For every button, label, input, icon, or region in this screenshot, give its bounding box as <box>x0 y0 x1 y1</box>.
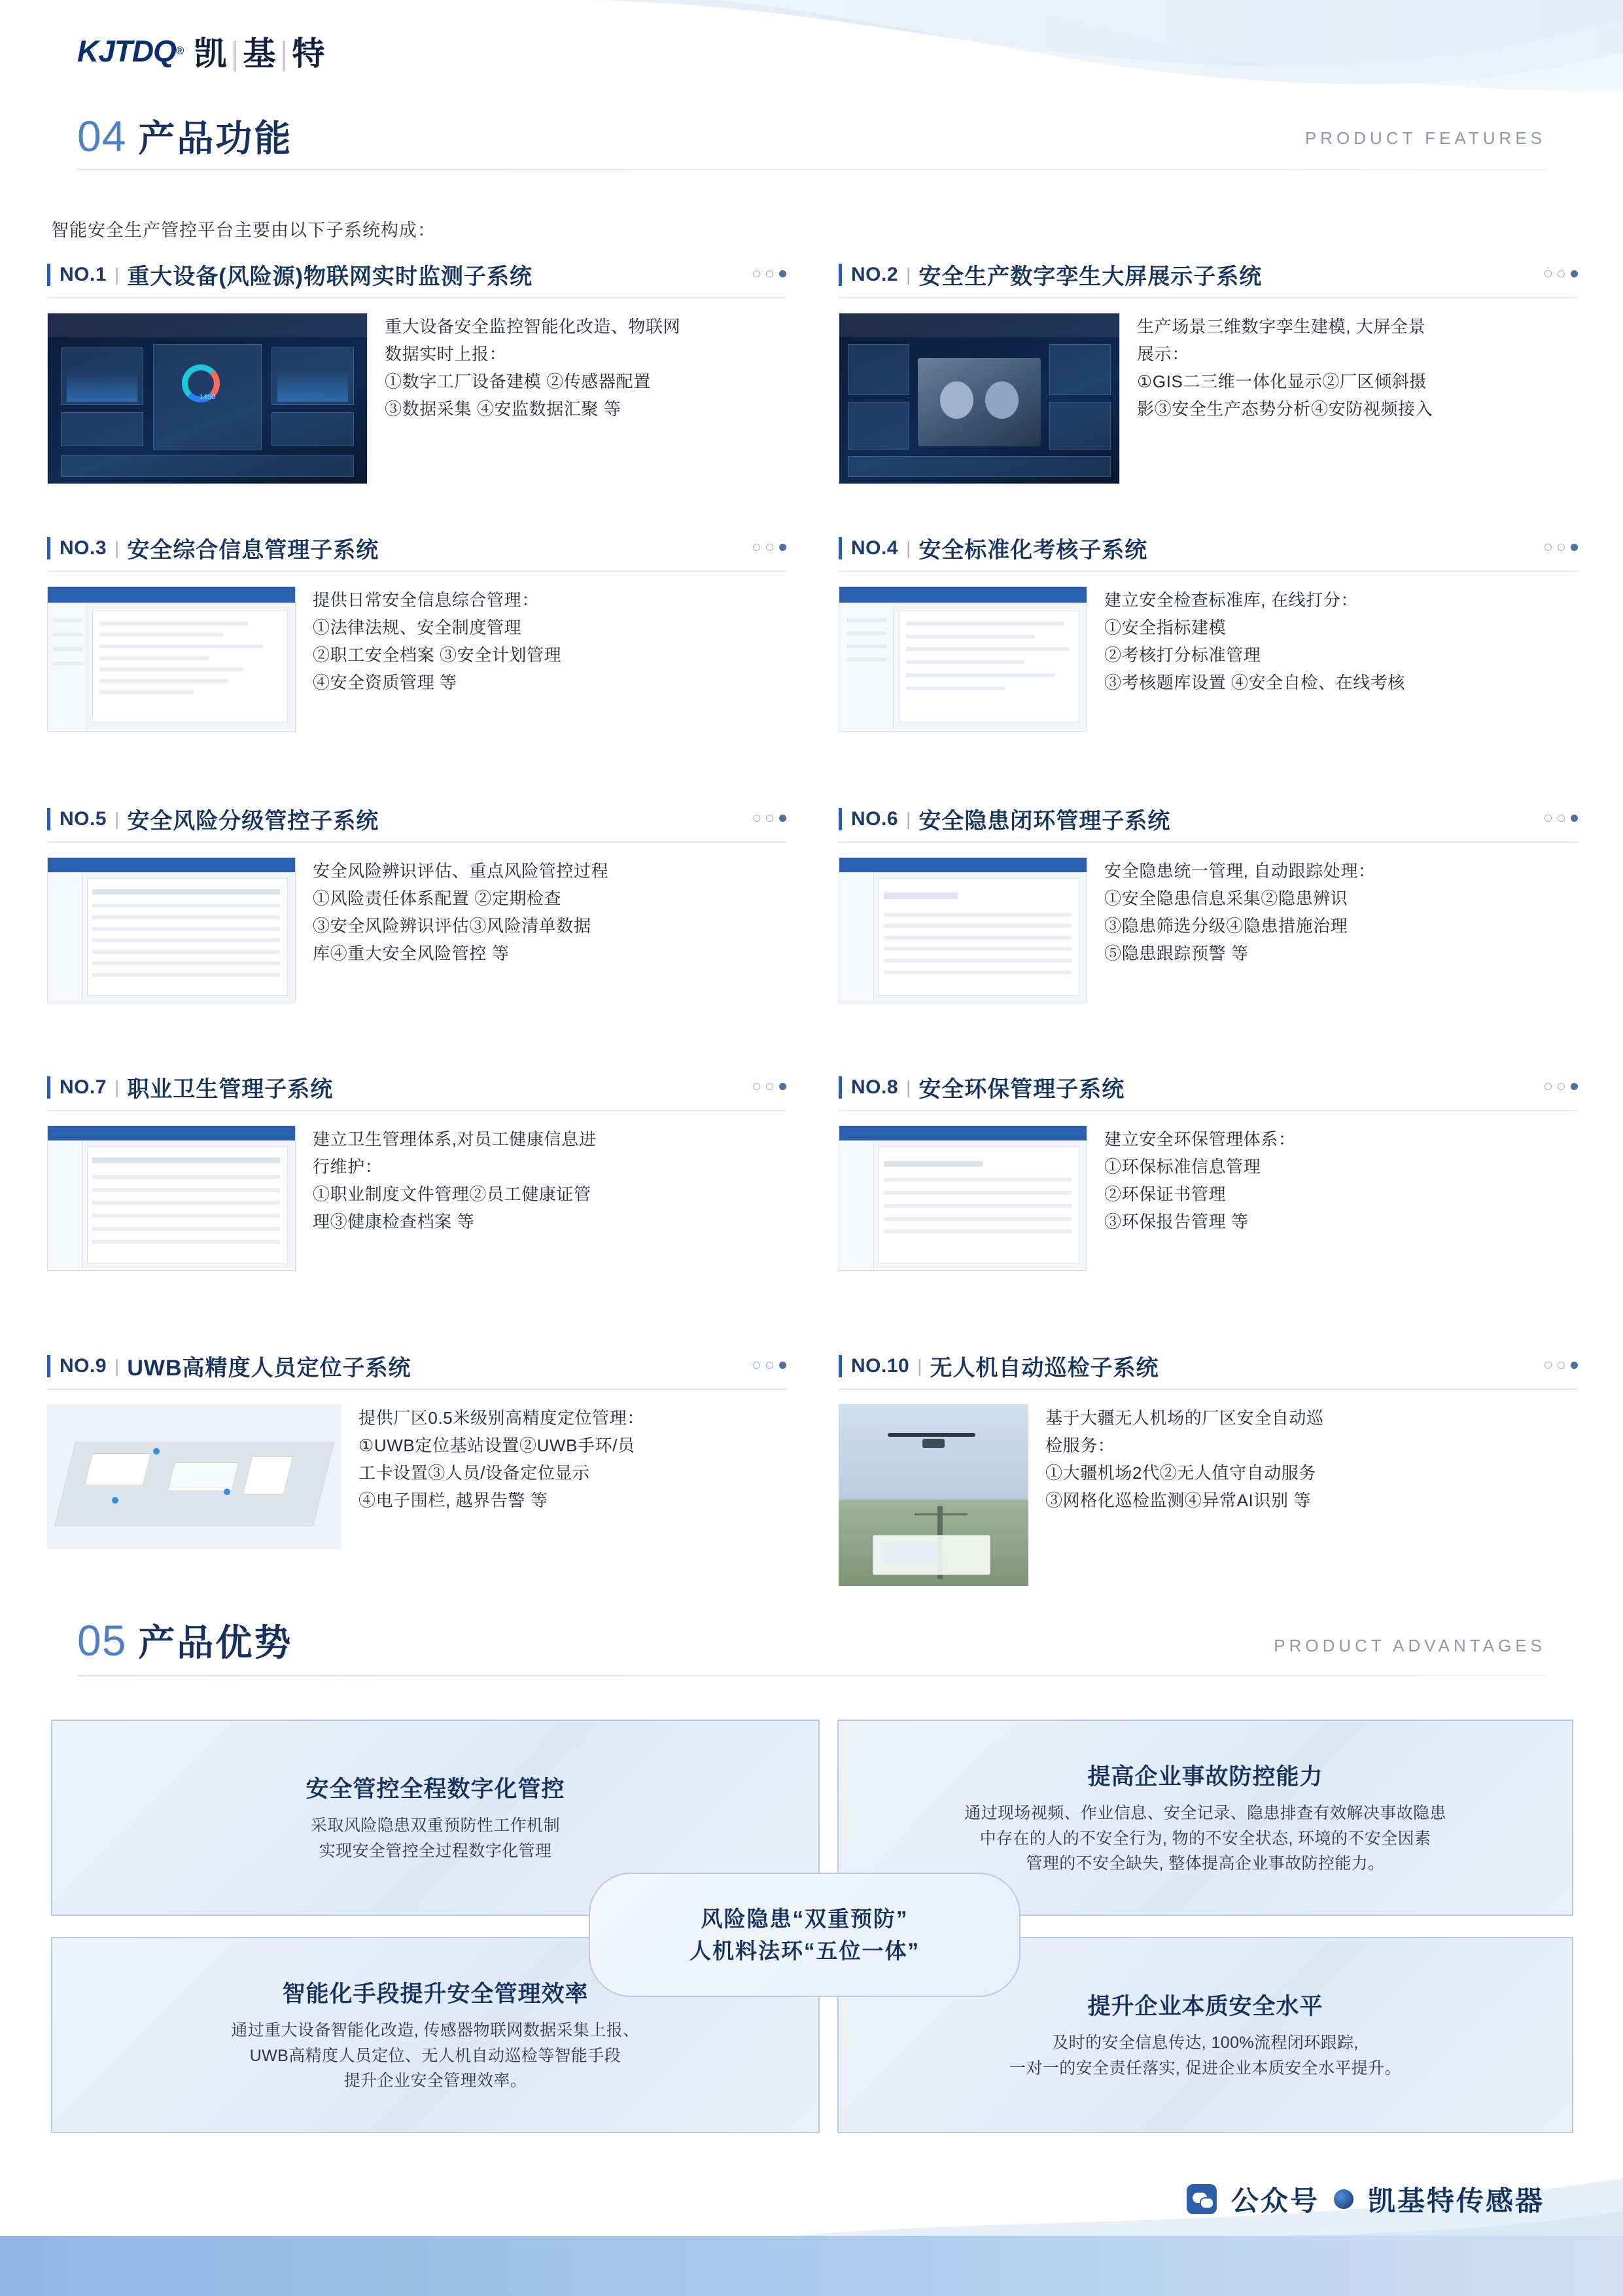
logo-latin: KJTDQ ® <box>77 34 184 68</box>
card-dots <box>1544 1362 1578 1370</box>
accent-bar <box>839 808 842 830</box>
section-features-title <box>77 110 292 162</box>
card-body <box>839 586 1578 732</box>
dot-icon <box>1558 1083 1565 1090</box>
card-number: NO.3 <box>60 537 107 559</box>
dot-icon-active <box>779 1083 786 1090</box>
card-title: 无人机自动巡检子系统 <box>930 1356 1159 1381</box>
advantage-title: 提升企业本质安全水平 <box>1087 1994 1323 2020</box>
advantage-desc: 及时的安全信息传达, 100%流程闭环跟踪, 一对一的安全责任落实, 促进企业本质安全水平提升。 <box>1009 2034 1401 2077</box>
card-number: NO.9 <box>60 1354 107 1377</box>
dot-icon <box>1558 544 1565 551</box>
card-header: NO.10 | 无人机自动巡检子系统 <box>839 1350 1578 1390</box>
card-thumbnail <box>839 586 1087 732</box>
accent-bar <box>47 264 50 286</box>
card-thumbnail: 1490 <box>47 313 368 484</box>
card-number: NO.7 <box>60 1076 107 1098</box>
wechat-icon <box>1187 2184 1217 2214</box>
card-number: NO.5 <box>60 807 107 830</box>
card-body <box>47 586 786 732</box>
section-divider <box>77 1675 1546 1676</box>
card-dots <box>1544 815 1578 823</box>
card-title: 重大设备(风险源)物联网实时监测子系统 <box>127 264 532 289</box>
dot-icon-active <box>779 544 786 551</box>
dot-icon <box>1558 1362 1565 1369</box>
section-title-text: 产品优势 <box>138 1622 293 1663</box>
dot-icon <box>1544 1362 1552 1369</box>
card-title: 安全生产数字孪生大屏展示子系统 <box>918 264 1263 289</box>
card-title: 安全标准化考核子系统 <box>918 538 1148 563</box>
card-description: 安全风险辨识评估、重点风险管控过程 ①风险责任体系配置 ②定期检查 ③安全风险辨识评估③风险清单数据 库④重大安全风险管控 等 <box>313 861 609 964</box>
dot-icon <box>1544 544 1552 551</box>
card-number: NO.6 <box>851 807 899 830</box>
product-card <box>839 1071 1578 1271</box>
dot-icon <box>753 544 760 551</box>
product-card <box>839 532 1578 732</box>
accent-bar <box>47 1076 50 1099</box>
card-header: NO.2 | 安全生产数字孪生大屏展示子系统 <box>839 258 1578 298</box>
accent-bar <box>47 1355 50 1377</box>
product-card <box>47 1350 786 1549</box>
product-card <box>839 258 1578 484</box>
dot-icon-active <box>1571 1362 1578 1369</box>
intro-text: 智能安全生产管控平台主要由以下子系统构成： <box>51 221 436 240</box>
card-dots <box>753 815 786 823</box>
logo-chinese: 凯|基|特 <box>194 35 326 72</box>
dot-icon <box>753 1362 760 1369</box>
advantage-title: 智能化手段提升安全管理效率 <box>282 1981 589 2007</box>
card-dots <box>753 1083 786 1091</box>
card-number: NO.1 <box>60 263 107 285</box>
section-number: 05 <box>77 1616 127 1665</box>
card-title: 安全综合信息管理子系统 <box>127 538 379 563</box>
card-number: NO.4 <box>851 537 899 559</box>
card-number: NO.2 <box>851 263 899 285</box>
section-features-title-en: PRODUCT FEATURES <box>1304 128 1546 148</box>
dot-icon <box>766 1083 773 1090</box>
card-dots <box>753 1362 786 1370</box>
card-dots <box>753 544 786 552</box>
card-description: 建立卫生管理体系,对员工健康信息进 行维护： ①职业制度文件管理②员工健康证管 理③健康检查档案 等 <box>313 1129 597 1232</box>
advantage-desc: 通过重大设备智能化改造, 传感器物联网数据采集上报、 UWB高精度人员定位、无人机自动巡检等智能手段 提升企业安全管理效率。 <box>231 2021 640 2091</box>
card-body <box>839 1125 1578 1271</box>
dot-icon-active <box>1571 270 1578 277</box>
card-description: 建立安全环保管理体系： ①环保标准信息管理 ②环保证书管理 ③环保报告管理 等 <box>1104 1129 1296 1232</box>
card-title: 安全风险分级管控子系统 <box>127 809 379 834</box>
section-title-text: 产品功能 <box>138 118 293 159</box>
dot-icon <box>766 1362 773 1369</box>
wechat-label: 公众号 <box>1230 2185 1319 2216</box>
footer-bar <box>0 2236 1623 2296</box>
advantage-center-badge <box>589 1873 1021 1997</box>
card-body <box>47 857 786 1002</box>
dot-icon <box>1544 270 1552 277</box>
card-description: 提供厂区0.5米级别高精度定位管理： ①UWB定位基站设置②UWB手环/员 工卡设置③人员/设备定位显示 ④电子围栏, 越界告警 等 <box>358 1408 644 1511</box>
dot-icon <box>766 544 773 551</box>
accent-bar <box>839 1076 842 1099</box>
card-dots <box>1544 544 1578 552</box>
card-thumbnail <box>47 1404 341 1549</box>
card-description: 重大设备安全监控智能化改造、物联网 数据实时上报： ①数字工厂设备建模 ②传感器配置 ③数据采集 ④安监数据汇聚 等 <box>385 317 681 419</box>
card-body <box>47 1125 786 1271</box>
card-title: 职业卫生管理子系统 <box>127 1077 334 1102</box>
center-line-2: 人机料法环“五位一体” <box>689 1939 920 1963</box>
card-description: 基于大疆无人机场的厂区安全自动巡 检服务： ①大疆机场2代②无人值守自动服务 ③网格化巡检监测④异常AI识别 等 <box>1045 1408 1324 1511</box>
product-card <box>47 532 786 732</box>
center-line-1: 风险隐患“双重预防” <box>701 1906 909 1931</box>
advantage-desc: 通过现场视频、作业信息、安全记录、隐患排查有效解决事故隐患 中存在的人的不安全行为, 物的不安全状态, 环境的不安全因素 管理的不安全缺失, 整体提高企业事故防控能力。 <box>964 1803 1446 1873</box>
sensor-dot-icon <box>1334 2189 1353 2209</box>
card-header: NO.4 | 安全标准化考核子系统 <box>839 532 1578 572</box>
dot-icon-active <box>1571 1083 1578 1090</box>
advantage-title: 提高企业事故防控能力 <box>1087 1763 1323 1790</box>
accent-bar <box>47 808 50 830</box>
card-description: 提供日常安全信息综合管理： ①法律法规、安全制度管理 ②职工安全档案 ③安全计划管理 ④安全资质管理 等 <box>313 590 562 693</box>
advantage-desc: 采取风险隐患双重预防性工作机制 实现安全管控全过程数字化管理 <box>310 1816 560 1860</box>
account-name: 凯基特传感器 <box>1367 2185 1544 2216</box>
card-thumbnail <box>47 586 296 732</box>
card-title: 安全环保管理子系统 <box>918 1077 1125 1102</box>
card-dots <box>1544 1083 1578 1091</box>
card-thumbnail <box>47 1125 296 1271</box>
card-header: NO.3 | 安全综合信息管理子系统 <box>47 532 786 572</box>
dot-icon <box>1544 1083 1552 1090</box>
logo-registered-mark: ® <box>175 44 184 57</box>
dot-icon-active <box>779 815 786 822</box>
card-body <box>839 1404 1578 1586</box>
card-body <box>839 857 1578 1002</box>
card-dots <box>1544 270 1578 279</box>
card-description: 生产场景三维数字孪生建模, 大屏全景 展示： ①GIS二三维一体化显示②厂区倾斜摄 影③安全生产态势分析④安防视频接入 <box>1137 317 1433 419</box>
product-card <box>839 1350 1578 1586</box>
card-description: 建立安全检查标准库, 在线打分： ①安全指标建模 ②考核打分标准管理 ③考核题库设置 ④安全自检、在线考核 <box>1104 590 1406 693</box>
card-body <box>47 1404 786 1549</box>
brand-logo <box>77 27 326 75</box>
card-thumbnail <box>839 1125 1087 1271</box>
product-card <box>47 803 786 1002</box>
card-thumbnail <box>839 313 1120 484</box>
dot-icon <box>1558 270 1565 277</box>
dot-icon <box>1558 815 1565 822</box>
card-header: NO.1 | 重大设备(风险源)物联网实时监测子系统 <box>47 258 786 298</box>
dot-icon <box>1544 815 1552 822</box>
accent-bar <box>839 1355 842 1377</box>
advantage-title: 安全管控全程数字化管控 <box>305 1776 565 1803</box>
product-card <box>47 1071 786 1271</box>
dot-icon-active <box>1571 815 1578 822</box>
accent-bar <box>839 264 842 286</box>
card-thumbnail <box>839 857 1087 1002</box>
dot-icon <box>753 815 760 822</box>
dot-icon <box>766 270 773 277</box>
product-card <box>47 258 786 484</box>
dot-icon-active <box>779 270 786 277</box>
product-card <box>839 803 1578 1002</box>
card-header: NO.5 | 安全风险分级管控子系统 <box>47 803 786 843</box>
dot-icon <box>766 815 773 822</box>
card-header: NO.8 | 安全环保管理子系统 <box>839 1071 1578 1111</box>
card-header: NO.9 | UWB高精度人员定位子系统 <box>47 1350 786 1390</box>
dot-icon <box>753 1083 760 1090</box>
dot-icon-active <box>779 1362 786 1369</box>
card-number: NO.8 <box>851 1076 899 1098</box>
card-title: 安全隐患闭环管理子系统 <box>918 809 1171 834</box>
accent-bar <box>47 537 50 559</box>
section-advantages-title <box>77 1614 292 1667</box>
section-advantages-title-en: PRODUCT ADVANTAGES <box>1274 1636 1546 1655</box>
card-body <box>839 313 1578 484</box>
card-body <box>47 313 786 484</box>
card-description: 安全隐患统一管理, 自动跟踪处理： ①安全隐患信息采集②隐患辨识 ③隐患筛选分级④隐患措施治理 ⑤隐患跟踪预警 等 <box>1104 861 1376 964</box>
footer-account <box>1187 2180 1544 2219</box>
card-title: UWB高精度人员定位子系统 <box>127 1356 411 1381</box>
card-header: NO.6 | 安全隐患闭环管理子系统 <box>839 803 1578 843</box>
card-header: NO.7 | 职业卫生管理子系统 <box>47 1071 786 1111</box>
accent-bar <box>839 537 842 559</box>
section-number: 04 <box>77 112 127 160</box>
section-divider <box>77 169 1546 170</box>
card-thumbnail <box>839 1404 1028 1586</box>
card-dots <box>753 270 786 279</box>
dot-icon-active <box>1571 544 1578 551</box>
card-thumbnail <box>47 857 296 1002</box>
card-number: NO.10 <box>851 1354 910 1377</box>
dot-icon <box>753 270 760 277</box>
